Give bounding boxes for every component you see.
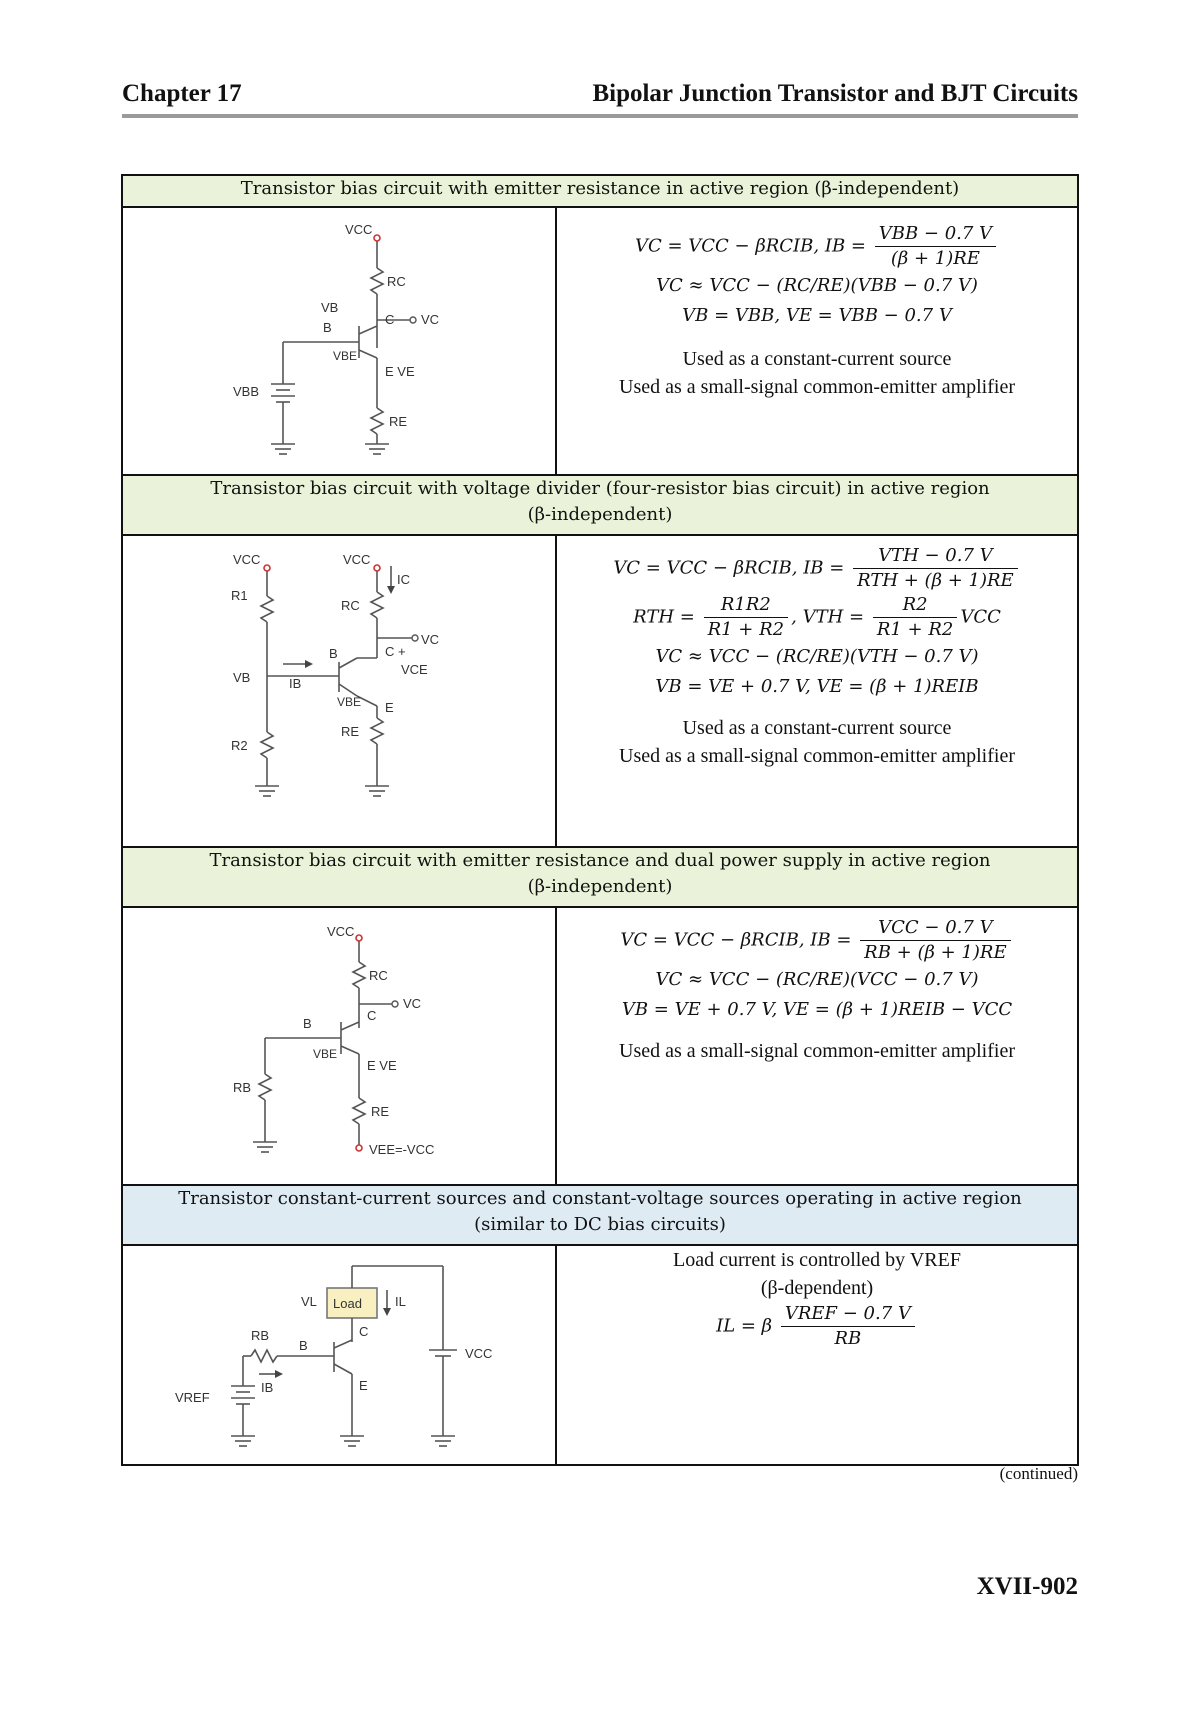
label-e: E: [385, 700, 394, 715]
label-e: E: [359, 1378, 368, 1393]
label-il: IL: [395, 1294, 406, 1309]
label-vb: VB: [233, 670, 251, 685]
fraction: $\frac{\text{VCC − 0.7 V}}{RB + (\beta + 1)RE}$: [860, 916, 1010, 965]
circuit-3-cell: [122, 907, 556, 1185]
label-ib: IB: [289, 676, 302, 691]
label-re: RE: [371, 1104, 390, 1119]
eq-2-2: RTH = $\frac{R1R2}{R1 + R2}$ , VTH = $\frac{R2}{R1 + R2}$ VCC: [633, 594, 1001, 640]
label-b: B: [323, 320, 332, 335]
eq-3-2: VC ≈ VCC − (RC/RE)(VCC − 0.7 V): [655, 969, 979, 990]
fraction: $\frac{R1R2}{R1 + R2}$: [704, 593, 789, 642]
eq-1-2: VC ≈ VCC − (RC/RE)(VBB − 0.7 V): [656, 275, 978, 296]
label-vc: VC: [421, 312, 440, 327]
label-vl: VL: [301, 1294, 317, 1309]
eq-2-4: VB = VE + 0.7 V, VE = (β + 1)REIB: [655, 676, 979, 697]
chapter-title: Bipolar Junction Transistor and BJT Circuits: [592, 80, 1078, 107]
eq-1-1: VC = VCC − βRCIB, IB = $\frac{\text{VBB − 0.7 V}}{(\beta + 1)RE}$: [557, 222, 1077, 271]
label-r1: R1: [231, 588, 248, 603]
label-vcc-left: VCC: [233, 552, 261, 567]
continued-note: (continued): [999, 1464, 1078, 1483]
label-vbb: VBB: [233, 384, 260, 399]
label-re: RE: [389, 414, 408, 429]
label-vbe: VBE: [337, 695, 362, 709]
bias-circuit-table: [121, 174, 1079, 1466]
label-rc: RC: [387, 274, 406, 289]
label-b: B: [299, 1338, 308, 1353]
equations-2-cell: [556, 535, 1078, 847]
page-header: [122, 80, 1078, 114]
header-rule: [122, 114, 1078, 118]
line-4-1: Load current is controlled by VREF: [673, 1249, 961, 1271]
label-rc: RC: [341, 598, 360, 613]
label-rb: RB: [233, 1080, 252, 1095]
section-1-title: Transistor bias circuit with emitter resistance in active region (β-independent): [122, 175, 1078, 207]
section-3-title: Transistor bias circuit with emitter resistance and dual power supply in active region (β-independent): [122, 847, 1078, 907]
eq-2-3: VC ≈ VCC − (RC/RE)(VTH − 0.7 V): [655, 646, 979, 667]
fraction: $\frac{\text{VTH − 0.7 V}}{\text{RTH + (β + 1)RE}}$: [853, 544, 1018, 593]
label-b: B: [303, 1016, 312, 1031]
fraction: $\frac{\text{VREF − 0.7 V}}{RB}$: [781, 1302, 915, 1351]
section-2-title: Transistor bias circuit with voltage divider (four-resistor bias circuit) in active region (β-independent): [122, 475, 1078, 535]
equations-3-cell: [556, 907, 1078, 1185]
label-vref: VREF: [175, 1390, 210, 1405]
label-vbe: VBE: [313, 1047, 338, 1061]
circuit-4-cell: [122, 1245, 556, 1465]
label-vee: VEE=-VCC: [369, 1142, 435, 1157]
fraction: $\frac{R2}{R1 + R2}$: [873, 593, 958, 642]
line-4-2: (β-dependent): [760, 1277, 874, 1299]
page-number: XVII-902: [976, 1573, 1078, 1600]
label-vb: VB: [321, 300, 339, 315]
label-b: B: [329, 646, 338, 661]
label-e: E VE: [385, 364, 415, 379]
label-c: C: [367, 1008, 377, 1023]
label-vcc: VCC: [465, 1346, 493, 1361]
label-vc: VC: [421, 632, 440, 647]
label-ib: IB: [261, 1380, 274, 1395]
label-ic: IC: [397, 572, 410, 587]
circuit-1-diagram: [123, 208, 555, 470]
eq-3-3: VB = VE + 0.7 V, VE = (β + 1)REIB − VCC: [621, 999, 1013, 1020]
label-vcc: VCC: [327, 924, 355, 939]
label-e: E VE: [367, 1058, 397, 1073]
chapter-label: Chapter 17: [122, 80, 242, 107]
label-r2: R2: [231, 738, 248, 753]
label-load: Load: [333, 1296, 362, 1311]
circuit-3-diagram: [123, 908, 555, 1180]
use-1-2: Used as a small-signal common-emitter amplifier: [619, 376, 1015, 398]
eq-2-1: VC = VCC − βRCIB, IB = $\frac{\text{VTH − 0.7 V}}{\text{RTH + (β + 1)RE}}$: [557, 544, 1077, 593]
use-1-1: Used as a constant-current source: [682, 348, 952, 370]
circuit-2-diagram: [123, 536, 555, 842]
label-vbe: VBE: [333, 349, 358, 363]
circuit-4-diagram: [123, 1246, 555, 1460]
circuit-1-cell: [122, 207, 556, 475]
label-rb: RB: [251, 1328, 270, 1343]
label-c: C: [359, 1324, 369, 1339]
label-vcc-right: VCC: [343, 552, 371, 567]
label-c: C: [385, 312, 395, 327]
circuit-2-cell: [122, 535, 556, 847]
section-4-title: Transistor constant-current sources and constant-voltage sources operating in active region (similar to DC bias circuits): [122, 1185, 1078, 1245]
label-vcc: VCC: [345, 222, 373, 237]
label-c: C +: [385, 644, 406, 659]
use-2-1: Used as a constant-current source: [682, 717, 952, 739]
eq-3-1: VC = VCC − βRCIB, IB = $\frac{\text{VCC − 0.7 V}}{RB + (\beta + 1)RE}$: [557, 916, 1077, 965]
fraction: $\frac{\text{VBB − 0.7 V}}{(\beta + 1)RE}$: [875, 222, 996, 271]
eq-4-1: IL = β $\frac{\text{VREF − 0.7 V}}{RB}$: [557, 1302, 1077, 1351]
label-vce: VCE: [401, 662, 428, 677]
equations-1-cell: [556, 207, 1078, 475]
use-3-1: Used as a small-signal common-emitter amplifier: [619, 1040, 1015, 1062]
equations-4-cell: [556, 1245, 1078, 1465]
label-rc: RC: [369, 968, 388, 983]
use-2-2: Used as a small-signal common-emitter amplifier: [619, 745, 1015, 767]
label-re: RE: [341, 724, 360, 739]
eq-1-3: VB = VBB, VE = VBB − 0.7 V: [682, 305, 952, 326]
label-vc: VC: [403, 996, 422, 1011]
